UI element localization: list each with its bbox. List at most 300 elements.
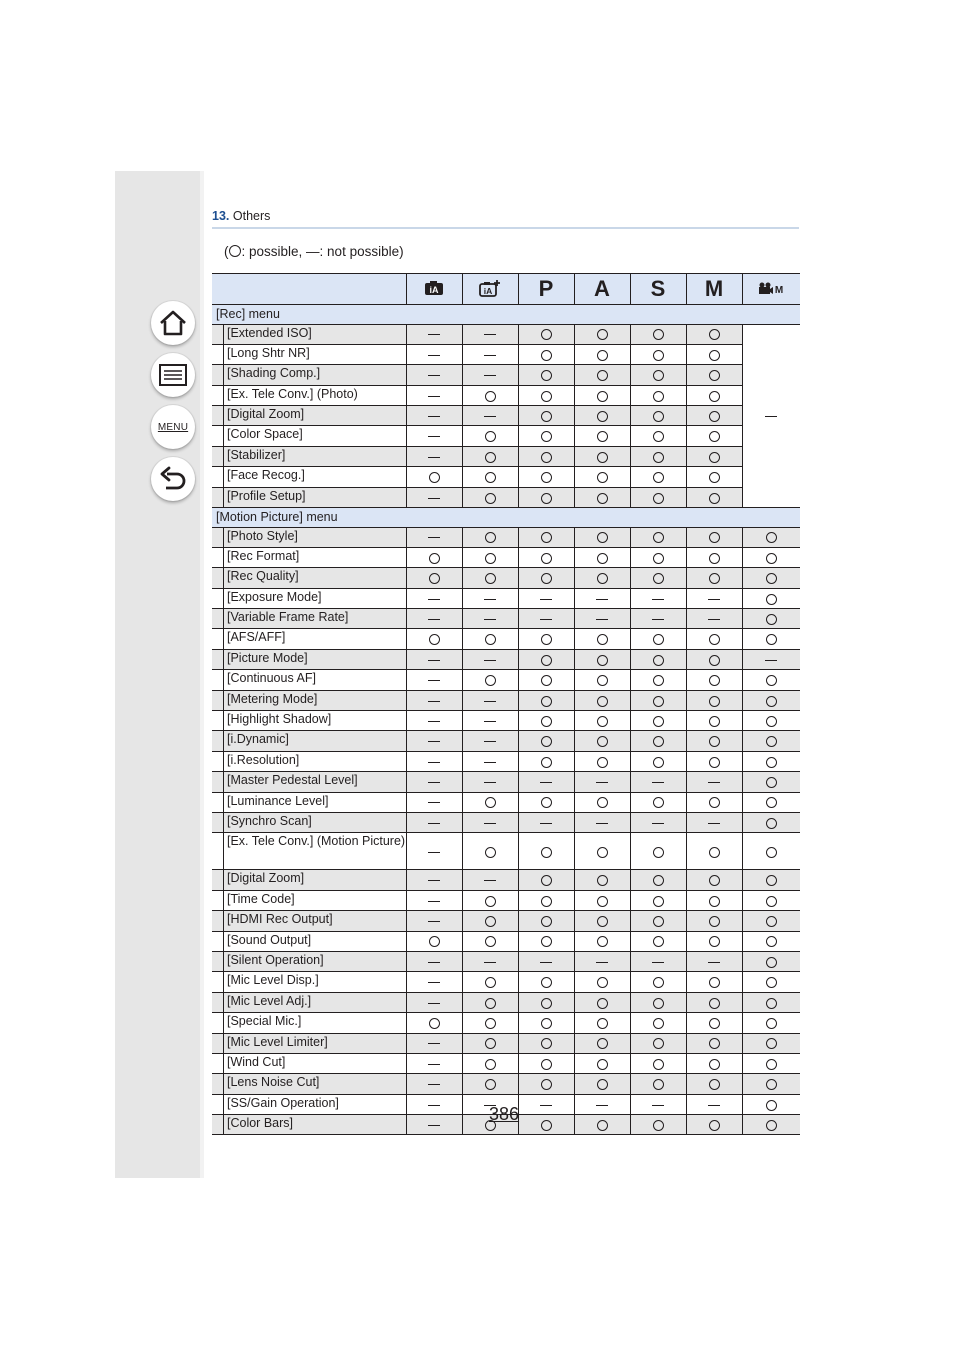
availability-cell	[518, 365, 574, 385]
setting-name: [Color Space]	[223, 426, 406, 445]
possible-circle-icon	[709, 757, 720, 768]
availability-cell	[462, 446, 518, 466]
availability-cell	[630, 467, 686, 487]
menu-list-button[interactable]	[151, 405, 195, 449]
not-possible-dash-icon	[484, 355, 496, 356]
not-possible-dash-icon	[428, 741, 440, 742]
setting-name-cell	[212, 870, 406, 890]
not-possible-dash-icon	[484, 416, 496, 417]
availability-cell	[630, 487, 686, 507]
availability-cell	[742, 609, 800, 629]
not-possible-dash-icon	[428, 701, 440, 702]
availability-cell	[462, 833, 518, 870]
possible-circle-icon	[709, 1059, 720, 1070]
not-possible-dash-icon	[428, 982, 440, 983]
availability-cell	[686, 649, 742, 669]
not-possible-dash-icon	[428, 823, 440, 824]
availability-cell	[574, 1033, 630, 1053]
possible-circle-icon	[653, 431, 664, 442]
possible-circle-icon	[653, 1059, 664, 1070]
availability-cell	[742, 1033, 800, 1053]
not-possible-dash-icon	[484, 660, 496, 661]
possible-circle-icon	[709, 370, 720, 381]
availability-cell	[630, 833, 686, 870]
availability-cell	[686, 792, 742, 812]
availability-cell	[574, 629, 630, 649]
possible-circle-icon	[541, 1018, 552, 1029]
possible-circle-icon	[709, 847, 720, 858]
availability-cell	[574, 344, 630, 364]
availability-cell	[686, 1074, 742, 1094]
availability-cell	[518, 911, 574, 931]
possible-circle-icon	[653, 370, 664, 381]
not-possible-dash-icon	[484, 741, 496, 742]
not-possible-dash-icon	[428, 416, 440, 417]
not-possible-dash-icon	[652, 962, 664, 963]
availability-cell	[742, 951, 800, 971]
availability-cell	[574, 731, 630, 751]
setting-name: [Digital Zoom]	[223, 870, 406, 889]
availability-cell	[462, 426, 518, 446]
possible-circle-icon	[653, 797, 664, 808]
setting-name: [Color Bars]	[223, 1115, 406, 1134]
table-row	[212, 487, 800, 507]
possible-circle-icon	[766, 1100, 777, 1111]
setting-name-cell	[212, 1013, 406, 1033]
setting-name-cell	[212, 992, 406, 1012]
availability-cell	[574, 609, 630, 629]
possible-circle-icon	[709, 431, 720, 442]
availability-cell	[406, 446, 462, 466]
possible-circle-icon	[653, 977, 664, 988]
availability-cell	[574, 870, 630, 890]
availability-cell	[630, 344, 686, 364]
possible-circle-icon	[709, 573, 720, 584]
availability-cell	[686, 931, 742, 951]
possible-circle-icon	[653, 655, 664, 666]
possible-circle-icon	[541, 998, 552, 1009]
possible-circle-icon	[485, 452, 496, 463]
availability-cell	[742, 731, 800, 751]
availability-cell	[686, 972, 742, 992]
setting-name: [Silent Operation]	[223, 952, 406, 971]
availability-cell	[462, 1013, 518, 1033]
not-possible-dash-icon	[484, 375, 496, 376]
setting-name: [Master Pedestal Level]	[223, 772, 406, 791]
setting-name-cell	[212, 670, 406, 690]
availability-cell	[574, 1115, 630, 1135]
possible-circle-icon	[766, 614, 777, 625]
setting-name: [Rec Format]	[223, 548, 406, 567]
not-possible-dash-icon	[428, 762, 440, 763]
table-row	[212, 1013, 800, 1033]
back-button[interactable]	[151, 457, 195, 501]
possible-circle-icon	[709, 329, 720, 340]
not-possible-dash-icon	[596, 962, 608, 963]
possible-circle-icon	[429, 573, 440, 584]
availability-cell	[518, 833, 574, 870]
not-possible-dash-icon	[652, 619, 664, 620]
creative-video-icon	[758, 281, 784, 295]
setting-name-cell	[212, 972, 406, 992]
setting-name: [i.Dynamic]	[223, 731, 406, 750]
availability-cell	[742, 812, 800, 832]
availability-cell	[462, 1074, 518, 1094]
possible-circle-icon	[541, 936, 552, 947]
setting-name: [SS/Gain Operation]	[223, 1095, 406, 1114]
not-possible-dash-icon	[540, 1105, 552, 1106]
availability-cell	[686, 1013, 742, 1033]
availability-cell	[574, 911, 630, 931]
availability-cell	[686, 568, 742, 588]
not-possible-dash-icon	[428, 1003, 440, 1004]
possible-circle-icon	[485, 1079, 496, 1090]
possible-circle-icon	[766, 1059, 777, 1070]
availability-cell	[742, 670, 800, 690]
setting-name: [Extended ISO]	[223, 325, 406, 344]
availability-cell	[574, 385, 630, 405]
availability-cell	[518, 446, 574, 466]
not-possible-dash-icon	[428, 396, 440, 397]
possible-circle-icon	[766, 977, 777, 988]
availability-cell	[406, 467, 462, 487]
availability-cell	[686, 992, 742, 1012]
not-possible-dash-icon	[596, 1105, 608, 1106]
setting-name: [Highlight Shadow]	[223, 711, 406, 730]
availability-cell	[406, 1053, 462, 1073]
table-row	[212, 547, 800, 567]
possible-circle-icon	[709, 716, 720, 727]
possible-circle-icon	[597, 797, 608, 808]
possible-circle-icon	[597, 936, 608, 947]
possible-circle-icon	[541, 431, 552, 442]
table-row	[212, 911, 800, 931]
table-row	[212, 992, 800, 1012]
possible-circle-icon	[766, 916, 777, 927]
possible-circle-icon	[653, 757, 664, 768]
possible-circle-icon	[709, 797, 720, 808]
not-possible-dash-icon	[484, 334, 496, 335]
availability-cell	[630, 670, 686, 690]
availability-cell	[462, 772, 518, 792]
not-possible-dash-icon	[708, 619, 720, 620]
legend-not-possible-text: : not possible)	[319, 244, 404, 259]
not-possible-dash-icon	[428, 721, 440, 722]
possible-circle-icon	[485, 532, 496, 543]
possible-circle-icon	[597, 472, 608, 483]
side-navigation-edge	[200, 171, 204, 1178]
setting-name: [Ex. Tele Conv.] (Photo)	[223, 386, 406, 405]
home-icon	[158, 309, 188, 337]
table-row	[212, 588, 800, 608]
availability-cell	[630, 690, 686, 710]
availability-cell	[630, 609, 686, 629]
availability-cell	[742, 527, 800, 547]
possible-circle-icon	[653, 1120, 664, 1131]
availability-cell	[518, 1013, 574, 1033]
section-title: Others	[232, 209, 271, 223]
possible-circle-icon	[597, 532, 608, 543]
not-possible-dash-icon	[428, 901, 440, 902]
legend-possible-text: : possible,	[241, 244, 307, 259]
possible-circle-icon	[597, 757, 608, 768]
availability-cell	[574, 649, 630, 669]
table-row	[212, 792, 800, 812]
availability-cell	[686, 527, 742, 547]
creative-video-availability-cell	[742, 324, 800, 508]
possible-circle-icon	[541, 411, 552, 422]
possible-circle-icon	[766, 1018, 777, 1029]
table-row	[212, 406, 800, 426]
possible-circle-icon	[597, 573, 608, 584]
possible-circle-icon	[597, 977, 608, 988]
possible-circle-icon	[709, 553, 720, 564]
intelligent-auto-plus-icon	[479, 279, 501, 297]
not-possible-dash-icon	[540, 823, 552, 824]
header-m	[686, 274, 742, 305]
availability-cell	[406, 972, 462, 992]
possible-circle-icon	[597, 875, 608, 886]
availability-cell	[518, 385, 574, 405]
manual-exposure-label: M	[704, 276, 724, 301]
setting-name: [HDMI Rec Output]	[223, 911, 406, 930]
not-possible-dash-icon	[540, 619, 552, 620]
availability-cell	[518, 772, 574, 792]
availability-cell	[518, 690, 574, 710]
possible-circle-icon	[597, 675, 608, 686]
availability-cell	[574, 1013, 630, 1033]
availability-cell	[462, 911, 518, 931]
possible-circle-icon	[766, 998, 777, 1009]
possible-circle-icon	[766, 675, 777, 686]
availability-cell	[518, 609, 574, 629]
setting-name-cell	[212, 487, 406, 507]
setting-name-cell	[212, 385, 406, 405]
table-row	[212, 670, 800, 690]
not-possible-dash-icon	[540, 782, 552, 783]
setting-name-cell	[212, 751, 406, 771]
availability-cell	[574, 1074, 630, 1094]
possible-circle-icon	[653, 716, 664, 727]
mode-header-row	[212, 274, 800, 305]
availability-cell	[630, 992, 686, 1012]
availability-cell	[406, 690, 462, 710]
availability-cell	[406, 812, 462, 832]
availability-cell	[742, 1115, 800, 1135]
not-possible-dash-icon	[484, 823, 496, 824]
possible-circle-icon	[485, 847, 496, 858]
setting-name: [Digital Zoom]	[223, 406, 406, 425]
setting-name-cell	[212, 951, 406, 971]
table-of-contents-button[interactable]	[151, 353, 195, 397]
possible-circle-icon	[766, 716, 777, 727]
header-ia	[406, 274, 462, 305]
availability-cell	[462, 992, 518, 1012]
setting-name: [Luminance Level]	[223, 793, 406, 812]
possible-circle-icon	[541, 472, 552, 483]
possible-circle-icon	[485, 573, 496, 584]
possible-circle-icon	[653, 675, 664, 686]
availability-cell	[686, 406, 742, 426]
possible-circle-icon	[429, 634, 440, 645]
availability-cell	[462, 406, 518, 426]
availability-cell	[742, 1013, 800, 1033]
possible-circle-icon	[653, 329, 664, 340]
availability-cell	[574, 992, 630, 1012]
possible-circle-icon	[597, 896, 608, 907]
availability-cell	[574, 1094, 630, 1114]
availability-cell	[518, 426, 574, 446]
setting-name: [Variable Frame Rate]	[223, 609, 406, 628]
possible-circle-icon	[709, 472, 720, 483]
section-number: 13.	[212, 209, 230, 223]
table-row	[212, 870, 800, 890]
availability-cell	[630, 1074, 686, 1094]
back-arrow-icon	[158, 465, 188, 493]
possible-circle-icon	[653, 350, 664, 361]
table-row	[212, 344, 800, 364]
availability-cell	[406, 951, 462, 971]
possible-circle-icon	[709, 916, 720, 927]
possible-circle-icon	[709, 936, 720, 947]
setting-name: [Ex. Tele Conv.] (Motion Picture)	[223, 833, 406, 869]
possible-circle-icon	[653, 1018, 664, 1029]
availability-cell	[686, 1094, 742, 1114]
possible-circle-icon	[597, 350, 608, 361]
availability-cell	[406, 588, 462, 608]
table-row	[212, 812, 800, 832]
possible-circle-icon	[597, 329, 608, 340]
availability-cell	[406, 1115, 462, 1135]
possible-circle-icon	[541, 1079, 552, 1090]
possible-circle-icon	[709, 1079, 720, 1090]
availability-cell	[686, 711, 742, 731]
setting-name-cell	[212, 1053, 406, 1073]
availability-cell	[630, 547, 686, 567]
possible-circle-icon	[597, 634, 608, 645]
setting-name-cell	[212, 324, 406, 344]
possible-circle-icon	[709, 452, 720, 463]
availability-cell	[518, 1074, 574, 1094]
possible-circle-icon	[485, 634, 496, 645]
availability-cell	[574, 467, 630, 487]
not-possible-dash-icon	[596, 599, 608, 600]
not-possible-dash-icon	[428, 436, 440, 437]
possible-circle-icon	[485, 472, 496, 483]
possible-circle-icon	[709, 896, 720, 907]
not-possible-dash-icon	[428, 619, 440, 620]
availability-cell	[462, 324, 518, 344]
availability-cell	[518, 406, 574, 426]
not-possible-dash-icon	[652, 1105, 664, 1106]
possible-circle-icon	[597, 1018, 608, 1029]
availability-cell	[742, 568, 800, 588]
availability-cell	[686, 324, 742, 344]
availability-cell	[742, 870, 800, 890]
possible-circle-icon	[541, 452, 552, 463]
not-possible-dash-icon	[428, 1043, 440, 1044]
possible-circle-icon	[653, 452, 664, 463]
availability-cell	[406, 792, 462, 812]
setting-name: [AFS/AFF]	[223, 629, 406, 648]
intelligent-auto-icon	[424, 280, 444, 296]
availability-cell	[742, 992, 800, 1012]
availability-cell	[630, 731, 686, 751]
availability-cell	[742, 833, 800, 870]
possible-circle-icon	[653, 936, 664, 947]
possible-circle-icon	[541, 329, 552, 340]
not-possible-dash-icon	[428, 355, 440, 356]
availability-cell	[686, 911, 742, 931]
availability-cell	[630, 1053, 686, 1073]
possible-circle-icon	[597, 1120, 608, 1131]
availability-cell	[406, 609, 462, 629]
availability-cell	[406, 772, 462, 792]
not-possible-dash-icon	[428, 457, 440, 458]
availability-cell	[742, 1094, 800, 1114]
availability-cell	[518, 951, 574, 971]
setting-name: [Stabilizer]	[223, 447, 406, 466]
possible-circle-icon	[709, 532, 720, 543]
availability-cell	[574, 487, 630, 507]
table-row	[212, 951, 800, 971]
possible-circle-icon	[709, 1120, 720, 1131]
availability-cell	[574, 812, 630, 832]
availability-cell	[406, 711, 462, 731]
availability-cell	[630, 568, 686, 588]
possible-circle-icon	[766, 797, 777, 808]
availability-cell	[742, 690, 800, 710]
availability-cell	[574, 324, 630, 344]
possible-circle-icon	[766, 532, 777, 543]
availability-cell	[406, 1033, 462, 1053]
setting-name: [i.Resolution]	[223, 752, 406, 771]
setting-name-cell	[212, 690, 406, 710]
availability-cell	[462, 951, 518, 971]
availability-cell	[462, 751, 518, 771]
availability-cell	[518, 890, 574, 910]
availability-cell	[630, 772, 686, 792]
table-row	[212, 629, 800, 649]
availability-cell	[518, 487, 574, 507]
availability-cell	[518, 731, 574, 751]
availability-cell	[462, 870, 518, 890]
availability-cell	[406, 426, 462, 446]
page-number[interactable]: 386	[489, 1104, 520, 1124]
availability-cell	[406, 344, 462, 364]
setting-name-cell	[212, 1115, 406, 1135]
possible-circle-icon	[766, 896, 777, 907]
availability-cell	[406, 992, 462, 1012]
possible-circle-icon	[766, 634, 777, 645]
availability-cell	[518, 344, 574, 364]
possible-circle-icon	[597, 411, 608, 422]
home-button[interactable]	[151, 301, 195, 345]
availability-cell	[742, 1053, 800, 1073]
possible-circle-icon	[597, 553, 608, 564]
availability-cell	[630, 446, 686, 466]
possible-circle-icon	[541, 391, 552, 402]
availability-cell	[686, 609, 742, 629]
setting-name: [Picture Mode]	[223, 650, 406, 669]
setting-name: [Mic Level Limiter]	[223, 1034, 406, 1053]
availability-cell	[742, 792, 800, 812]
availability-cell	[742, 1074, 800, 1094]
not-possible-dash-icon	[428, 498, 440, 499]
availability-cell	[574, 527, 630, 547]
availability-cell	[630, 324, 686, 344]
availability-cell	[518, 588, 574, 608]
